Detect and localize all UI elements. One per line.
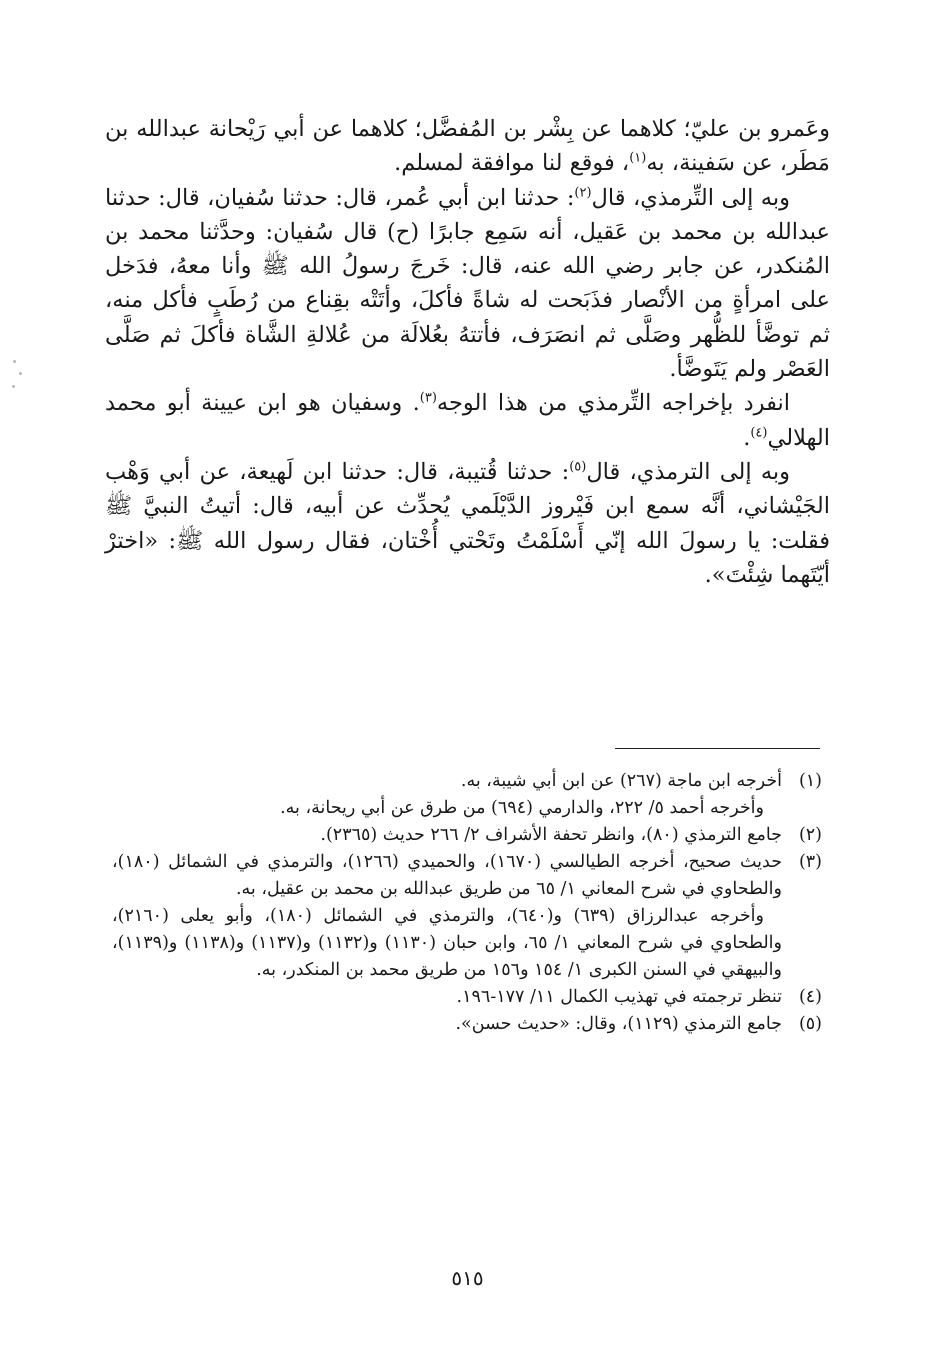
footnote-number: (٢) — [798, 825, 822, 845]
footnote-continuation: وأخرجه عبدالرزاق (٦٣٩) و(٦٤٠)، والترمذي في الشمائل (١٨٠)، وأبو يعلى (٢١٦٠)، والطحاوي في شرح المعاني ١/ ٦٥، وابن حبان (١١٣٠) و(١١٣٢) و(١١٣٧) و(١١٣٨) و(١١٣٩)، والبيهقي في السنن الكبرى ١/ ١٥٤ و١٥٦ من طريق محمد بن المنكدر، به. — [112, 906, 782, 980]
paragraph-4-intro: وبه إلى الترمذي، قال — [586, 458, 791, 485]
page-number: ٥١٥ — [451, 1266, 484, 1290]
footnote-1 — [112, 768, 822, 822]
footnote-number: (١) — [798, 771, 822, 791]
paragraph-1-end: ، فوقع لنا موافقة لمسلم. — [394, 150, 630, 177]
footnote-text: حديث صحيح، أخرجه الطيالسي (١٦٧٠)، والحميدي (١٢٦٦)، والترمذي في الشمائل (١٨٠)، والطحاوي في شرح المعاني ١/ ٦٥ من طريق عبدالله بن محمد بن عقيل، به. — [112, 852, 783, 899]
scan-speck — [13, 360, 16, 363]
paragraph-1 — [105, 112, 830, 181]
scan-speck — [19, 372, 22, 375]
main-text — [105, 112, 830, 592]
scan-speck — [12, 385, 15, 388]
footnote-ref-4: (٤) — [750, 425, 768, 441]
footnotes — [112, 768, 822, 1038]
footnote-separator — [615, 748, 820, 749]
footnote-number: (٤) — [798, 987, 822, 1007]
paragraph-2-hadith: : حدثنا ابن أبي عُمر، قال: حدثنا سُفيان، قال: حدثنا عبدالله بن محمد بن عَقيل، أنه سَمِع جابرًا (ح) قال سُفيان: وحدَّثنا محمد بن المُنكدر، عن جابر رضي الله عنه، قال: خَرجَ رسولُ الله ﷺ وأنا معهُ، فدَخل على امرأةٍ من الأنْصار فذَبَحت له شاةً فأكلَ، وأتَتْه بقِناع من رُطَبٍ فأكل منه، ثم توضَّأ للظُّهر وصَلَّى ثم انصَرَف، فأتتهُ بعُلالَة من عُلالةِ الشَّاة فأكلَ ثم صَلَّى العَصْر ولم يَتَوضَّأ. — [105, 184, 830, 383]
paragraph-3-text-b: . وسفيان هو ابن عيينة أبو محمد الهلالي — [105, 390, 830, 451]
footnote-ref-3: (٣) — [419, 390, 437, 406]
footnote-ref-1: (١) — [629, 150, 647, 166]
footnote-4 — [112, 984, 822, 1011]
footnote-number: (٥) — [798, 1014, 822, 1034]
footnote-text: جامع الترمذي (١١٢٩)، وقال: «حديث حسن». — [455, 1014, 782, 1034]
footnote-5 — [112, 1011, 822, 1038]
footnote-ref-2: (٢) — [574, 185, 592, 201]
footnote-continuation: وأخرجه أحمد ٥/ ٢٢٢، والدارمي (٦٩٤) من طرق عن أبي ريحانة، به. — [280, 798, 764, 818]
paragraph-4-hadith: : حدثنا قُتيبة، قال: حدثنا ابن لَهيعة، عن أبي وَهْب الجَيْشاني، أنَّه سمع ابن فَيْروز الدَّيْلَمي يُحدِّث عن أبيه، قال: أتيتُ النبيَّ ﷺ فقلت: يا رسولَ الله إنّي أَسْلَمْتُ وتَحْتي أُخْتان، فقال رسول الله ﷺ: «اخترْ أيّتَهما شِئْتَ». — [105, 458, 830, 588]
paragraph-2 — [105, 181, 830, 387]
paragraph-3 — [105, 386, 830, 455]
footnote-text: أخرجه ابن ماجة (٢٦٧) عن ابن أبي شيبة، به. — [460, 771, 782, 791]
paragraph-4 — [105, 455, 830, 592]
footnote-text: جامع الترمذي (٨٠)، وانظر تحفة الأشراف ٢/ ٢٦٦ حديث (٢٣٦٥). — [320, 825, 782, 845]
footnote-ref-5: (٥) — [569, 459, 587, 475]
footnote-text: تنظر ترجمته في تهذيب الكمال ١١/ ١٧٧-١٩٦. — [456, 987, 782, 1007]
footnote-2 — [112, 822, 822, 849]
footnote-number: (٣) — [798, 852, 822, 872]
paragraph-3-text: انفرد بإخراجه التِّرمذي من هذا الوجه — [436, 390, 790, 417]
paragraph-2-intro: وبه إلى التِّرمذي، قال — [591, 184, 790, 211]
paragraph-3-end: . — [743, 424, 751, 451]
footnote-3 — [112, 849, 822, 984]
paragraph-1-text: وعَمرو بن عليّ؛ كلاهما عن بِشْر بن المُفضَّل؛ كلاهما عن أبي رَيْحانة عبدالله بن مَطَر، عن سَفينة، به — [105, 116, 830, 177]
